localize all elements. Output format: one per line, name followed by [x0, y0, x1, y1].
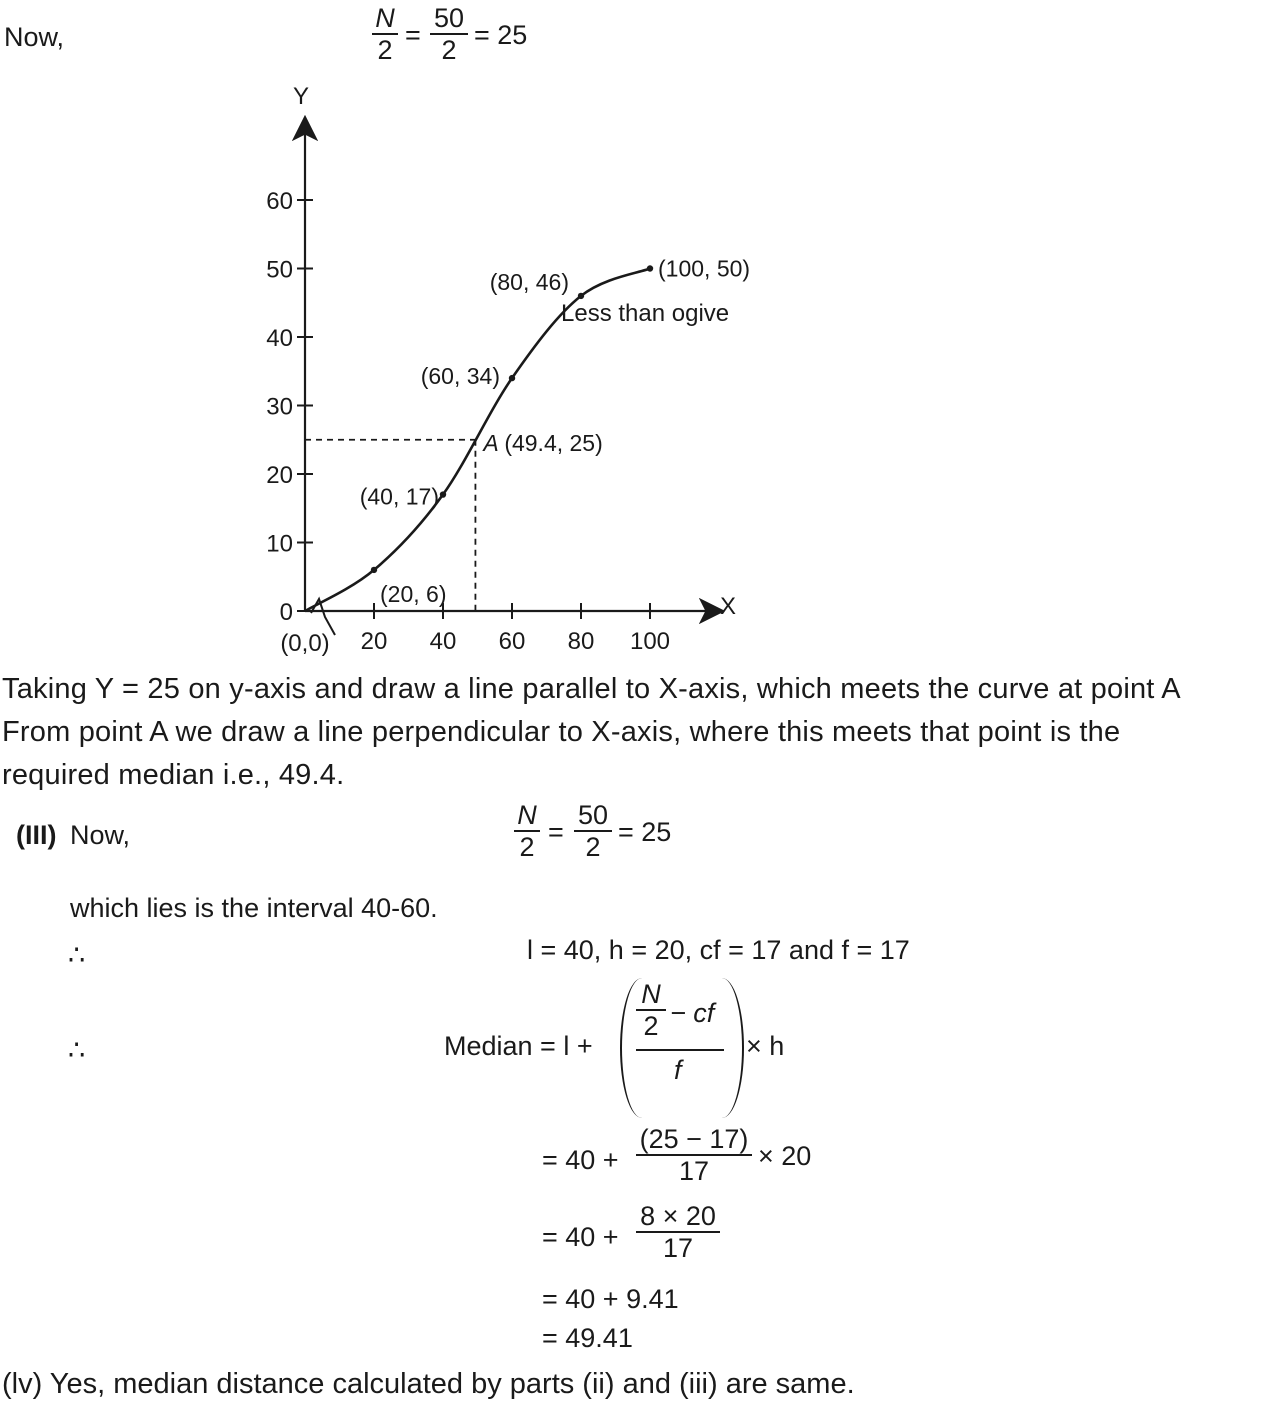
- y-axis-label: Y: [293, 83, 310, 110]
- inner-fraction-n-over-2: [636, 980, 666, 1041]
- point-label: (20, 6): [380, 580, 447, 607]
- y-tick-label: 20: [266, 462, 293, 489]
- median-label: Median = l +: [444, 1031, 593, 1061]
- data-point: [440, 491, 446, 497]
- therefore-symbol-1: ∴: [68, 940, 86, 970]
- data-point: [371, 567, 377, 573]
- step1-prefix: = 40 +: [542, 1145, 619, 1175]
- y-tick-label: 40: [266, 325, 293, 352]
- values-line: l = 40, h = 20, cf = 17 and f = 17: [527, 935, 910, 965]
- chart-axes: [293, 83, 736, 635]
- step2-den: 17: [662, 1233, 694, 1264]
- point-a-label: [481, 430, 602, 456]
- point-label: (40, 17): [359, 483, 439, 510]
- data-point: [647, 265, 653, 271]
- y-tick-label: 10: [266, 530, 293, 558]
- x-tick-label: 100: [629, 628, 671, 655]
- top-frac2-den: 2: [441, 35, 457, 66]
- x-tick-label: 60: [498, 628, 526, 655]
- step1-fraction: [636, 1125, 752, 1186]
- part3-fraction-50-over-2: [574, 801, 612, 862]
- explanation-line-1: Taking Y = 25 on y-axis and draw a line parallel to X-axis, which meets the curve at point A: [2, 673, 1181, 705]
- top-frac1-den: 2: [377, 35, 393, 66]
- ogive-chart: [0, 0, 1273, 670]
- x-tick-label: 20: [360, 628, 388, 655]
- step1-suffix: × 20: [758, 1141, 812, 1171]
- part3-now: Now,: [70, 820, 131, 850]
- inner-main-bar: [636, 1049, 724, 1051]
- part4-text: (lv) Yes, median distance calculated by parts (ii) and (iii) are same.: [2, 1368, 855, 1400]
- data-point: [509, 375, 515, 381]
- top-equals-1: =: [405, 20, 421, 50]
- top-frac1-num: N: [375, 3, 395, 33]
- therefore-symbol-2: ∴: [68, 1035, 86, 1065]
- step2-fraction: [636, 1202, 720, 1263]
- inner-frac-num: N: [641, 979, 661, 1009]
- step4: = 49.41: [542, 1323, 633, 1353]
- part3-equals-25: = 25: [618, 817, 672, 847]
- origin-label: (0,0): [280, 630, 330, 657]
- step1-num: (25 − 17): [639, 1124, 749, 1154]
- x-tick-label: 80: [567, 628, 595, 655]
- y-tick-label: 50: [266, 256, 293, 284]
- point-label: (60, 34): [420, 363, 500, 390]
- top-frac2-num: 50: [433, 3, 465, 33]
- part3-frac1-num: N: [517, 800, 537, 830]
- step1-den: 17: [678, 1156, 710, 1187]
- part3-frac2-den: 2: [585, 832, 601, 863]
- point-a-name: A: [483, 429, 505, 456]
- times-h: × h: [746, 1031, 785, 1061]
- top-now-label: Now,: [4, 22, 65, 52]
- explanation-line-3: required median i.e., 49.4.: [2, 759, 345, 791]
- part3-equals: =: [548, 817, 564, 847]
- inner-minus-cf: − cf: [670, 998, 715, 1028]
- inner-den-f: f: [674, 1055, 682, 1085]
- point-label: (80, 46): [489, 268, 569, 295]
- part3-frac2-num: 50: [577, 800, 609, 830]
- chart-ticks: [266, 188, 670, 657]
- x-tick-label: 40: [429, 628, 457, 655]
- median-right-paren: [718, 978, 744, 1118]
- step2-prefix: = 40 +: [542, 1222, 619, 1252]
- explanation-paragraph: [2, 668, 1272, 797]
- interval-text: which lies is the interval 40-60.: [70, 893, 438, 923]
- step2-num: 8 × 20: [640, 1201, 716, 1231]
- step3: = 40 + 9.41: [542, 1284, 679, 1314]
- y-tick-label: 60: [266, 188, 293, 215]
- top-equals-25: = 25: [474, 20, 528, 50]
- y-tick-label: 0: [279, 599, 293, 626]
- data-point: [578, 293, 584, 299]
- part3-frac1-den: 2: [519, 832, 535, 863]
- curve-name-label: Less than ogive: [561, 300, 730, 327]
- chart-labels: [360, 256, 750, 607]
- point-a-coords: (49.4, 25): [504, 429, 603, 456]
- point-label: (100, 50): [658, 255, 751, 282]
- y-tick-label: 30: [266, 393, 293, 421]
- explanation-line-2: From point A we draw a line perpendicular to X-axis, where this meets that point is the: [2, 716, 1121, 748]
- inner-frac-den: 2: [643, 1011, 659, 1042]
- part3-fraction-n-over-2: [514, 801, 540, 862]
- x-axis-label: X: [720, 593, 737, 620]
- part3-label: (III): [16, 820, 57, 850]
